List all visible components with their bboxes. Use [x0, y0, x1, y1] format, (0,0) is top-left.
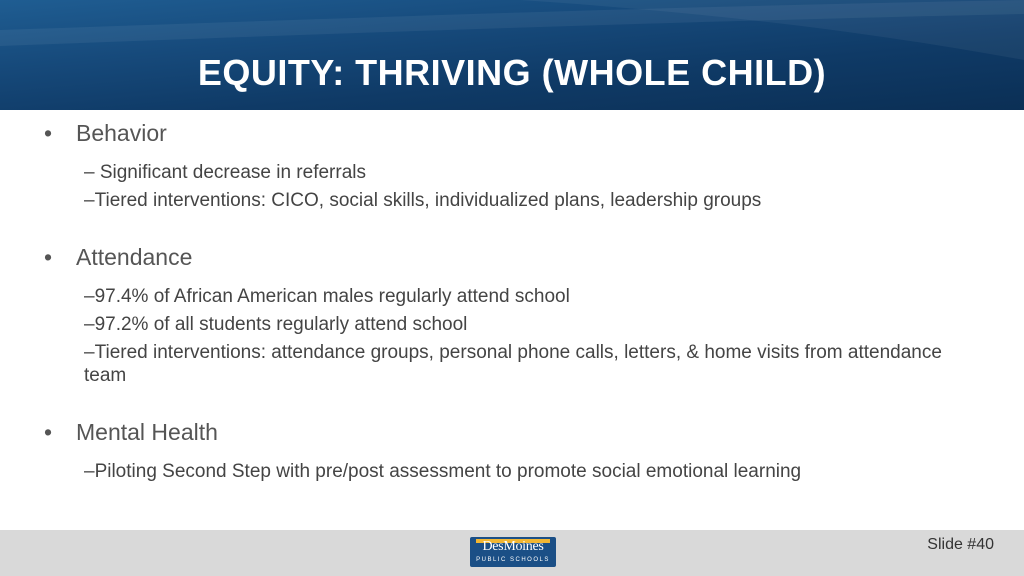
- slide-title: EQUITY: THRIVING (WHOLE CHILD): [197, 52, 827, 93]
- sub-item: –Tiered interventions: attendance groups, personal phone calls, letters, & home visits from attendance team: [84, 342, 942, 386]
- sub-item: –97.4% of African American males regularly attend school: [84, 286, 570, 307]
- bullet-dot: •: [44, 419, 53, 445]
- des-moines-logo: [470, 537, 556, 567]
- sub-item: –Piloting Second Step with pre/post assessment to promote social emotional learning: [84, 461, 802, 482]
- logo-subtext: PUBLIC SCHOOLS: [476, 557, 550, 563]
- bullet-heading: Mental Health: [76, 419, 218, 445]
- sub-item: –Tiered interventions: CICO, social skills, individualized plans, leadership groups: [84, 190, 762, 211]
- logo-wordmark: DesMoines: [482, 539, 544, 554]
- sub-item: – Significant decrease in referrals: [84, 162, 366, 183]
- bullet-dot: •: [44, 244, 53, 270]
- bullet-heading: Attendance: [76, 244, 193, 270]
- slide-number: Slide #40: [927, 536, 994, 553]
- sub-item: –97.2% of all students regularly attend school: [84, 314, 468, 335]
- bullet-heading: Behavior: [76, 120, 167, 146]
- bullet-dot: •: [44, 120, 53, 146]
